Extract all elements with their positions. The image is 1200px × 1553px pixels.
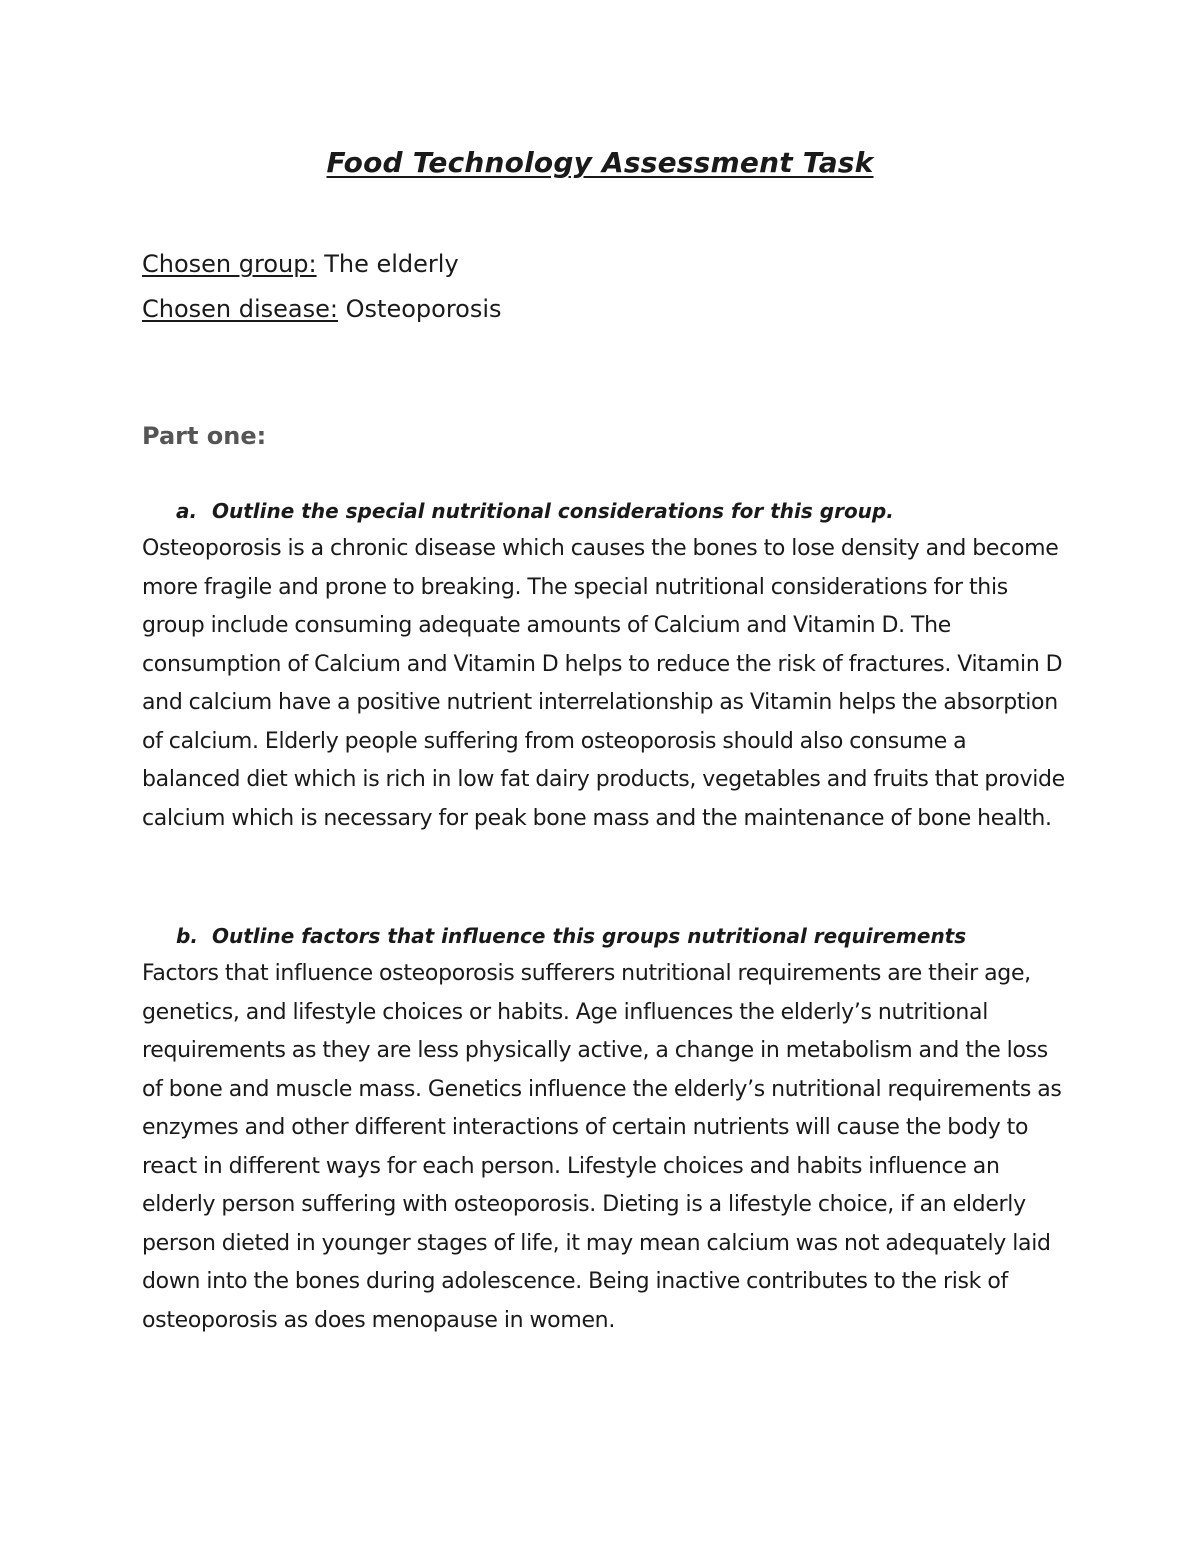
question-a-letter: a. — [176, 499, 198, 523]
question-a-text: Outline the special nutritional considerations for this group. — [212, 499, 894, 523]
answer-a: Osteoporosis is a chronic disease which causes the bones to lose density and become more fragile and prone to breaking. The special nutritional considerations for this group include consuming adequate amounts of Calcium and Vitamin D. The consumption of Calcium and Vitamin D helps to reduce the risk of fractures. Vitamin D and calcium have a positive nutrient interrelationship as Vitamin helps the absorption of calcium. Elderly people suffering from osteoporosis should also consume a balanced diet which is rich in low fat dairy products, vegetables and fruits that provide calcium which is necessary for peak bone mass and the maintenance of bone health. — [142, 536, 1065, 831]
question-b-letter: b. — [176, 924, 198, 948]
question-b-text: Outline factors that influence this groups nutritional requirements — [212, 924, 967, 948]
chosen-group-value: The elderly — [324, 250, 459, 278]
question-a — [176, 499, 894, 523]
chosen-group-label: Chosen group: — [142, 250, 317, 278]
chosen-disease-label: Chosen disease: — [142, 295, 338, 323]
question-b — [176, 924, 966, 948]
chosen-disease-line — [142, 295, 502, 323]
document-title: Food Technology Assessment Task — [326, 146, 874, 179]
chosen-disease-value: Osteoporosis — [345, 295, 502, 323]
part-heading: Part one: — [142, 422, 267, 450]
chosen-group-line — [142, 250, 459, 278]
answer-b: Factors that influence osteoporosis sufferers nutritional requirements are their age, genetics, and lifestyle choices or habits. Age influences the elderly’s nutritional requirements as they are less physically active, a change in metabolism and the loss of bone and muscle mass. Genetics influence the elderly’s nutritional requirements as enzymes and other different interactions of certain nutrients will cause the body to react in different ways for each person. Lifestyle choices and habits influence an elderly person suffering with osteoporosis. Dieting is a lifestyle choice, if an elderly person dieted in younger stages of life, it may mean calcium was not adequately laid down into the bones during adolescence. Being inactive contributes to the risk of osteoporosis as does menopause in women. — [142, 961, 1062, 1333]
